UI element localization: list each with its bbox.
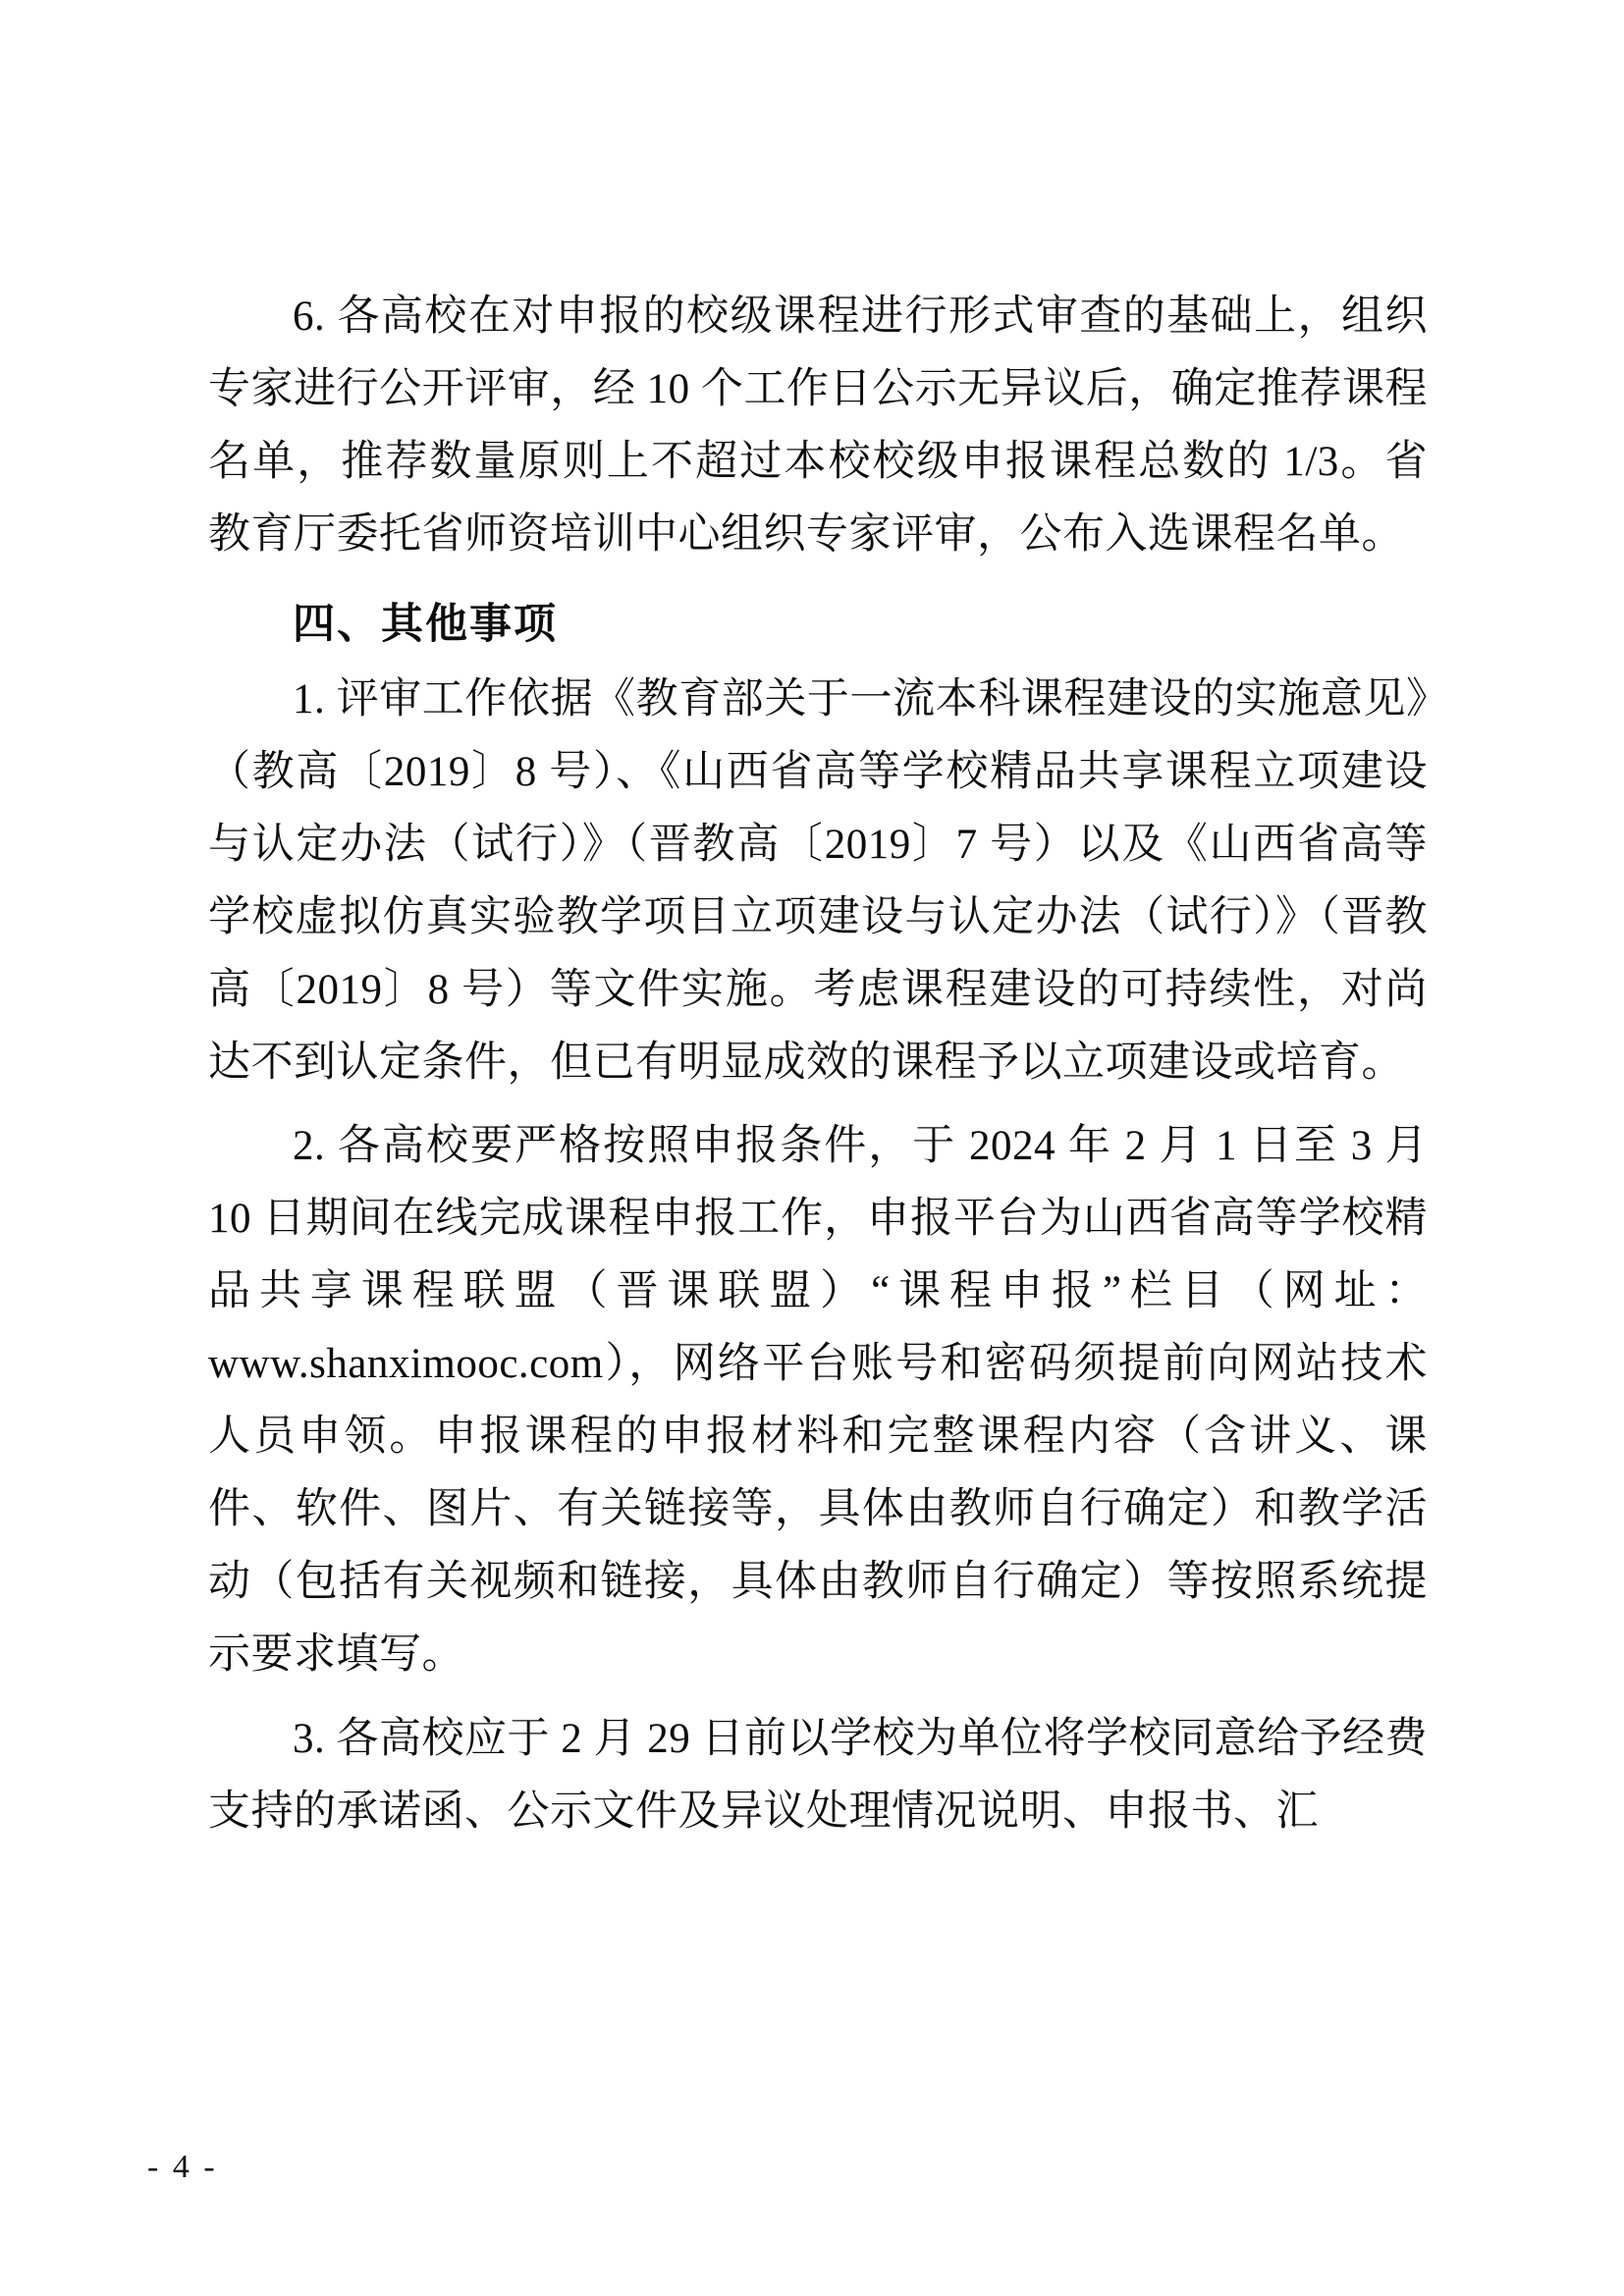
paragraph-item-1: 1. 评审工作依据《教育部关于一流本科课程建设的实施意见》（教高〔2019〕8 号）、《山西省高等学校精品共享课程立项建设与认定办法（试行）》（晋教高〔2019〕7 号）以及《山西省高等学校虚拟仿真实验教学项目立项建设与认定办法（试行）》（晋教高〔2019〕8 号）等文件实施。考虑课程建设的可持续性，对尚达不到认定条件，但已有明显成效的课程予以立项建设或培育。 (208, 675, 1428, 1086)
page-number: - 4 - (147, 2149, 218, 2185)
spacer (208, 573, 1428, 583)
paragraph-item-6: 6. 各高校在对申报的校级课程进行形式审查的基础上，组织专家进行公开评审，经 10 个工作日公示无异议后，确定推荐课程名单，推荐数量原则上不超过本校校级申报课程总数的 1/3。省教育厅委托省师资培训中心组织专家评审，公布入选课程名单。 (208, 294, 1428, 558)
spacer (208, 1693, 1428, 1703)
page-content (208, 281, 1428, 1848)
spacer (208, 1100, 1428, 1110)
section-heading-other-matters: 四、其他事项 (293, 601, 558, 648)
paragraph-item-3: 3. 各高校应于 2 月 29 日前以学校为单位将学校同意给予经费支持的承诺函、公示文件及异议处理情况说明、申报书、汇 (208, 1716, 1428, 1836)
paragraph-item-2: 2. 各高校要严格按照申报条件，于 2024 年 2 月 1 日至 3 月 10 日期间在线完成课程申报工作，申报平台为山西省高等学校精品共享课程联盟（晋课联盟）“课程申报”栏目（网址：www.shanximooc.com），网络平台账号和密码须提前向网站技术人员申领。申报课程的申报材料和完整课程内容（含讲义、课件、软件、图片、有关链接等，具体由教师自行确定）和教学活动（包括有关视频和链接，具体由教师自行确定）等按照系统提示要求填写。 (208, 1123, 1428, 1679)
